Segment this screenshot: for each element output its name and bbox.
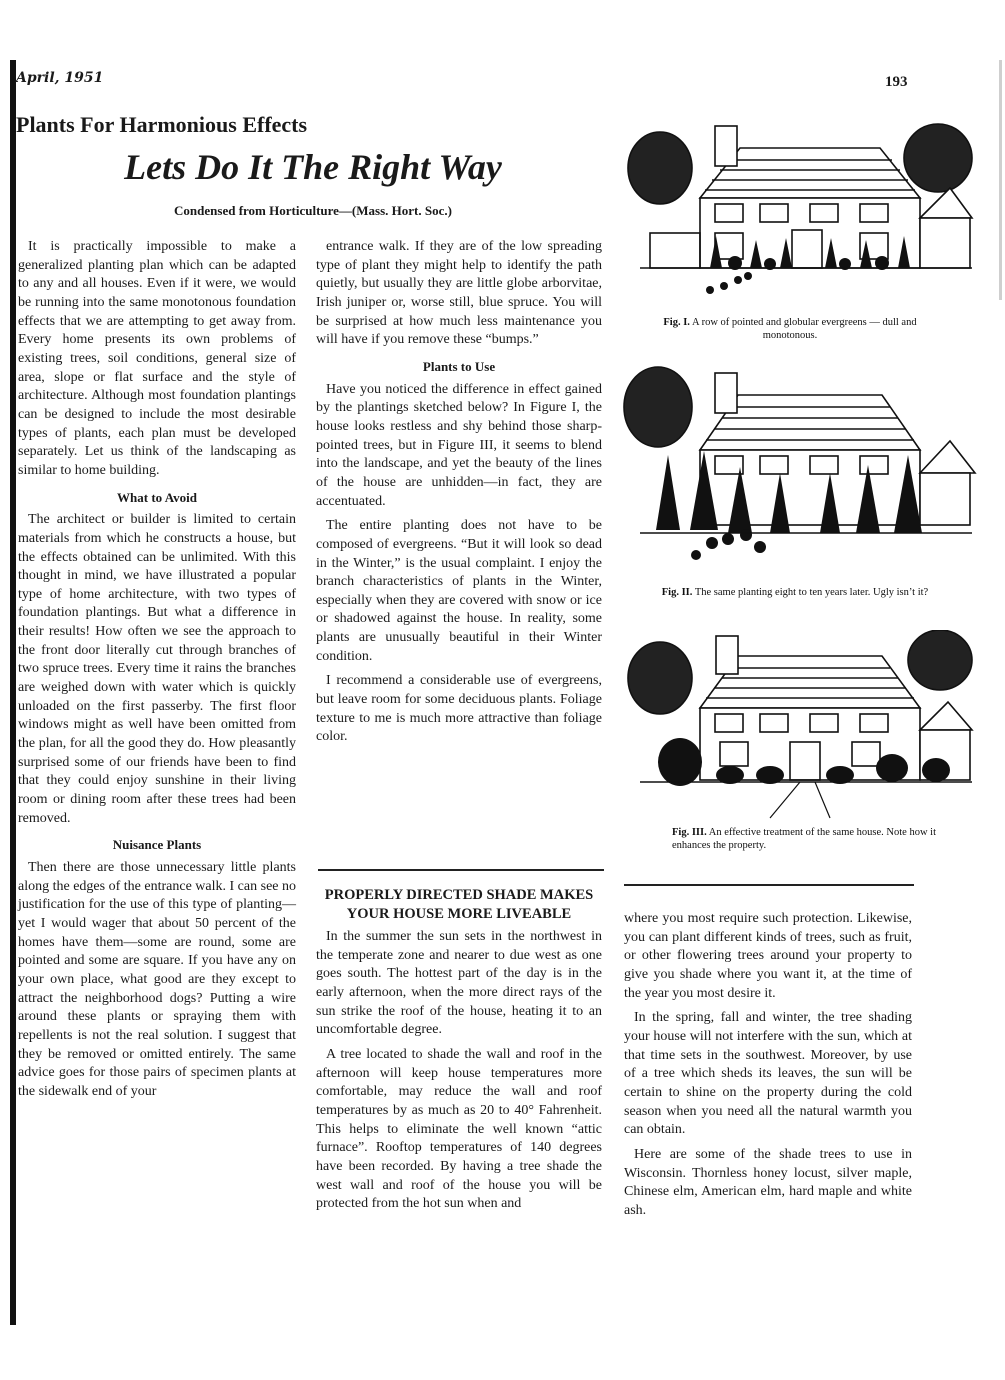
figure-1-illustration [620,118,980,308]
figure-3-illustration [620,630,980,820]
paragraph: I recommend a considerable use of evergreens, but leave room for some deciduous plants. Foliage texture to me is much more attractive than foliage color. [316,673,602,745]
figure-3-label: Fig. III. [672,827,707,838]
section-divider [318,869,604,871]
paragraph: In the summer the sun sets in the northwest in the temperate zone and nearer to due west as one goes south. The hottest part of the day is in the early afternoon, when the more direct rays of the sun strike the roof of the house, heating it to an uncomfortable degree. [316,929,602,1038]
figure-1-label: Fig. I. [663,317,690,328]
column-2 [316,238,602,753]
article-kicker: Plants For Harmonious Effects [16,112,308,137]
paragraph: It is practically impossible to make a generalized planting plan which can be adapted to any and all houses. Even if it were, we would be running into the same monotonous foundation effects that we are attempting to get away from. Every home presents its own problems of existing trees, soil conditions, general size of area, slope or flat surface and the style of architecture. Although most foundation plantings can be designed to include the most desirable types of plants, each plan must be developed separately. Let us think of the landscaping as similar to home building. [18,239,296,478]
article-headline: Lets Do It The Right Way [124,147,502,187]
figure-2-text: The same planting eight to ten years later. Ugly isn’t it? [694,587,929,598]
section-divider [624,884,914,886]
house-drawing [620,630,980,820]
article-source: Condensed from Horticulture—(Mass. Hort. Soc.) [174,203,452,218]
shade-headline: PROPERLY DIRECTED SHADE MAKES YOUR HOUSE MORE LIVEABLE [324,887,594,922]
paragraph: Then there are those unnecessary little plants along the edges of the entrance walk. I can see no justification for the use of this type of planting—yet I would wager that about 50 percent of the homes have them—some are round, some are pointed and some are square. If you have any on your own place, what good are they except to attract the neighborhood dogs? Putting a wire around these plants or spraying them with repellents is not the real solution. I suggest that they be removed or omitted entirely. The same advice goes for those pairs of specimen plants at the sidewalk end of your [18,860,296,1099]
figure-2-label: Fig. II. [661,587,693,598]
column-1 [18,238,296,1108]
paragraph: Here are some of the shade trees to use in Wisconsin. Thornless honey locust, silver maple, Chinese elm, American elm, hard maple and white ash. [624,1146,912,1218]
figure-3-caption [672,826,947,852]
figure-2-illustration [620,355,980,580]
figure-1-text: A row of pointed and globular evergreens — dull and monotonous. [691,317,917,341]
figure-3-text: An effective treatment of the same house. Note how it enhances the property. [672,827,936,851]
paragraph: A tree located to shade the wall and roof in the afternoon will keep house temperatures more comfortable, may reduce the wall and roof temperatures by as much as 20 to 40° Fahrenheit. This helps to eliminate the well known “attic furnace”. Rooftop temperatures of 140 degrees have been recorded. By having a tree shade the west wall and roof of the house you will be protected from the hot sun when and [316,1046,602,1212]
shade-article-column [316,884,602,1220]
paragraph: where you most require such protection. Likewise, you can plant different kinds of trees, such as fruit, or other flowering trees around your property to give you shade where you want it, at the time of the year you most desire it. [624,911,912,1001]
house-drawing [620,355,980,580]
left-margin-rule [10,60,16,1325]
paragraph: In the spring, fall and winter, the tree shading your house will not interfere with the sun, which at that time sets in the southwest. Moreover, by use of a tree which sheds its leaves, the sun will be certain to shine on the property during the cold season when you need all the natural warmth you can obtain. [624,1010,912,1138]
right-margin-rule [999,60,1002,300]
paragraph: The architect or builder is limited to certain materials from which he constructs a house, but the effects obtained can be unlimited. With this thought in mind, we have illustrated a popular type of home architecture, with two types of foundation plantings. But what a difference in their results! How often we see the approach to the front door literally cut through branches of two spruce trees. Every time it rains the branches are weighed down with water which is quickly unloaded on the first passerby. The first floor windows might as well have been omitted from the plan, for all the good they do. How pleasantly surprised some of our friends have been to find that they could enjoy sunshine in their living room or dining room after these trees had been removed. [18,512,296,826]
subheading-nuisance-plants: Nuisance Plants [112,837,202,853]
house-drawing [620,118,980,308]
subheading-plants-to-use: Plants to Use [422,358,496,374]
column-3 [624,910,912,1227]
page-number: 193 [885,74,908,90]
subheading-what-to-avoid: What to Avoid [117,489,197,505]
paragraph: Have you noticed the difference in effect gained by the plantings sketched below? In Figure I, the house looks restless and shy behind those sharp-pointed trees, but in Figure III, it seems to blend into the landscape, and yet the beauty of the lines of the house are unhidden—in fact, they are accentuated. [316,381,602,509]
paragraph: The entire planting does not have to be composed of evergreens. “But it will look so dead in the Winter,” is the usual complaint. I enjoy the branch characteristics of plants in the Winter, especially when they are covered with snow or ice or shadowed against the house. In reality, some plants are unusually beautiful in their Winter condition. [316,518,602,664]
figure-2-caption [660,586,930,599]
issue-date: April, 1951 [16,70,104,86]
paragraph: entrance walk. If they are of the low spreading type of plant they might help to identify the path quietly, but usually they are little globe arborvitae, Irish juniper or, worse still, blue spruce. You will be surprised at how much less maintenance you will have if you remove these “bumps.” [316,239,602,348]
figure-1-caption [640,316,940,342]
